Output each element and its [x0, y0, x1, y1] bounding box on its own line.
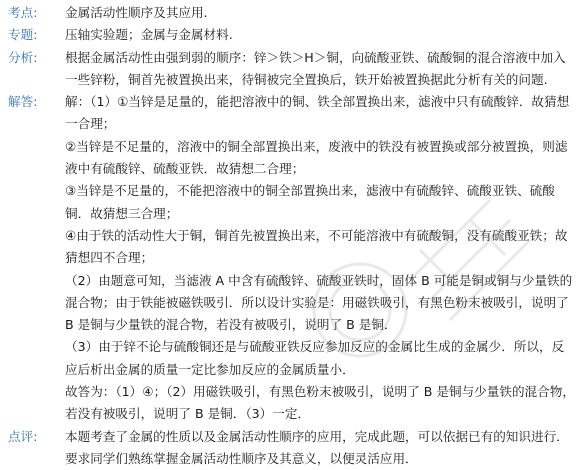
- jieda-row: [8, 91, 576, 425]
- zhuanti-row: [8, 24, 576, 46]
- jieda-label: 解答:: [8, 94, 38, 110]
- answer-summary: 故答为：（1）④；（2）用磁铁吸引，有黑色粉末被吸引，说明了 B 是铜与少量铁的混合物，若没有被吸引，说明了 B 是铜．（3）一定．: [65, 384, 575, 422]
- jieda-content: [65, 91, 576, 425]
- dianping-row: [8, 426, 576, 470]
- answer-paragraph-3: ③当锌是不足量的，不能把溶液中的铜全部置换出来，滤液中有硫酸锌、硫酸亚铁、硫酸铜．故猜想三合理；: [65, 183, 555, 221]
- zhuanti-text: 压轴实验题；金属与金属材料.: [65, 27, 233, 43]
- zhuanti-label: 专题:: [8, 27, 38, 43]
- answer-paragraph-5: （2）由题意可知，当滤液 A 中含有硫酸锌、硫酸亚铁时，固体 B 可能是铜或铜与少量铁的混合物；由于铁能被磁铁吸引．所以设计实验是：用磁铁吸引，有黑色粉末被吸引，说明了 B 是铜与少量铁的混合物，若没有被吸引，说明了 B 是铜．: [65, 272, 573, 333]
- answer-paragraph-4: ④由于铁的活动性大于铜，铜首先被置换出来，不可能溶液中有硫酸铜，没有硫酸亚铁；故猜想四不合理；: [65, 227, 568, 266]
- answer-paragraph-1: 解：（1）①当锌是足量的，能把溶液中的铜、铁全部置换出来，滤液中只有硫酸锌．故猜想一合理；: [65, 94, 570, 132]
- fenxi-text: 根据金属活动性由强到弱的顺序：锌＞铁＞H＞铜，向硫酸亚铁、硫酸铜的混合溶液中加入一些锌粉，铜首先被置换出来，待铜被完全置换后，铁开始被置换据此分析有关的问题.: [65, 49, 566, 87]
- dianping-text: 本题考查了金属的性质以及金属活动性顺序的应用，完成此题，可以依据已有的知识进行．要求同学们熟练掌握金属活动性顺序及其意义，以便灵活应用．: [65, 428, 569, 466]
- kaodian-text: 金属活动性顺序及其应用.: [65, 5, 208, 20]
- fenxi-label: 分析:: [8, 49, 38, 65]
- kaodian-label: 考点:: [8, 5, 38, 20]
- dianping-label: 点评:: [8, 428, 38, 444]
- answer-paragraph-6: （3）由于锌不论与硫酸铜还是与硫酸亚铁反应参加反应的金属比生成的金属少．所以，反应后析出金属的质量一定比参加反应的金属质量小．: [65, 339, 565, 377]
- kaodian-row: [8, 2, 576, 24]
- fenxi-row: [8, 47, 576, 92]
- answer-paragraph-2: ②当锌是不足量的，溶液中的铜全部置换出来，废液中的铁没有被置换或部分被置换，则滤液中有硫酸锌、硫酸亚铁．故猜想二合理；: [65, 138, 568, 177]
